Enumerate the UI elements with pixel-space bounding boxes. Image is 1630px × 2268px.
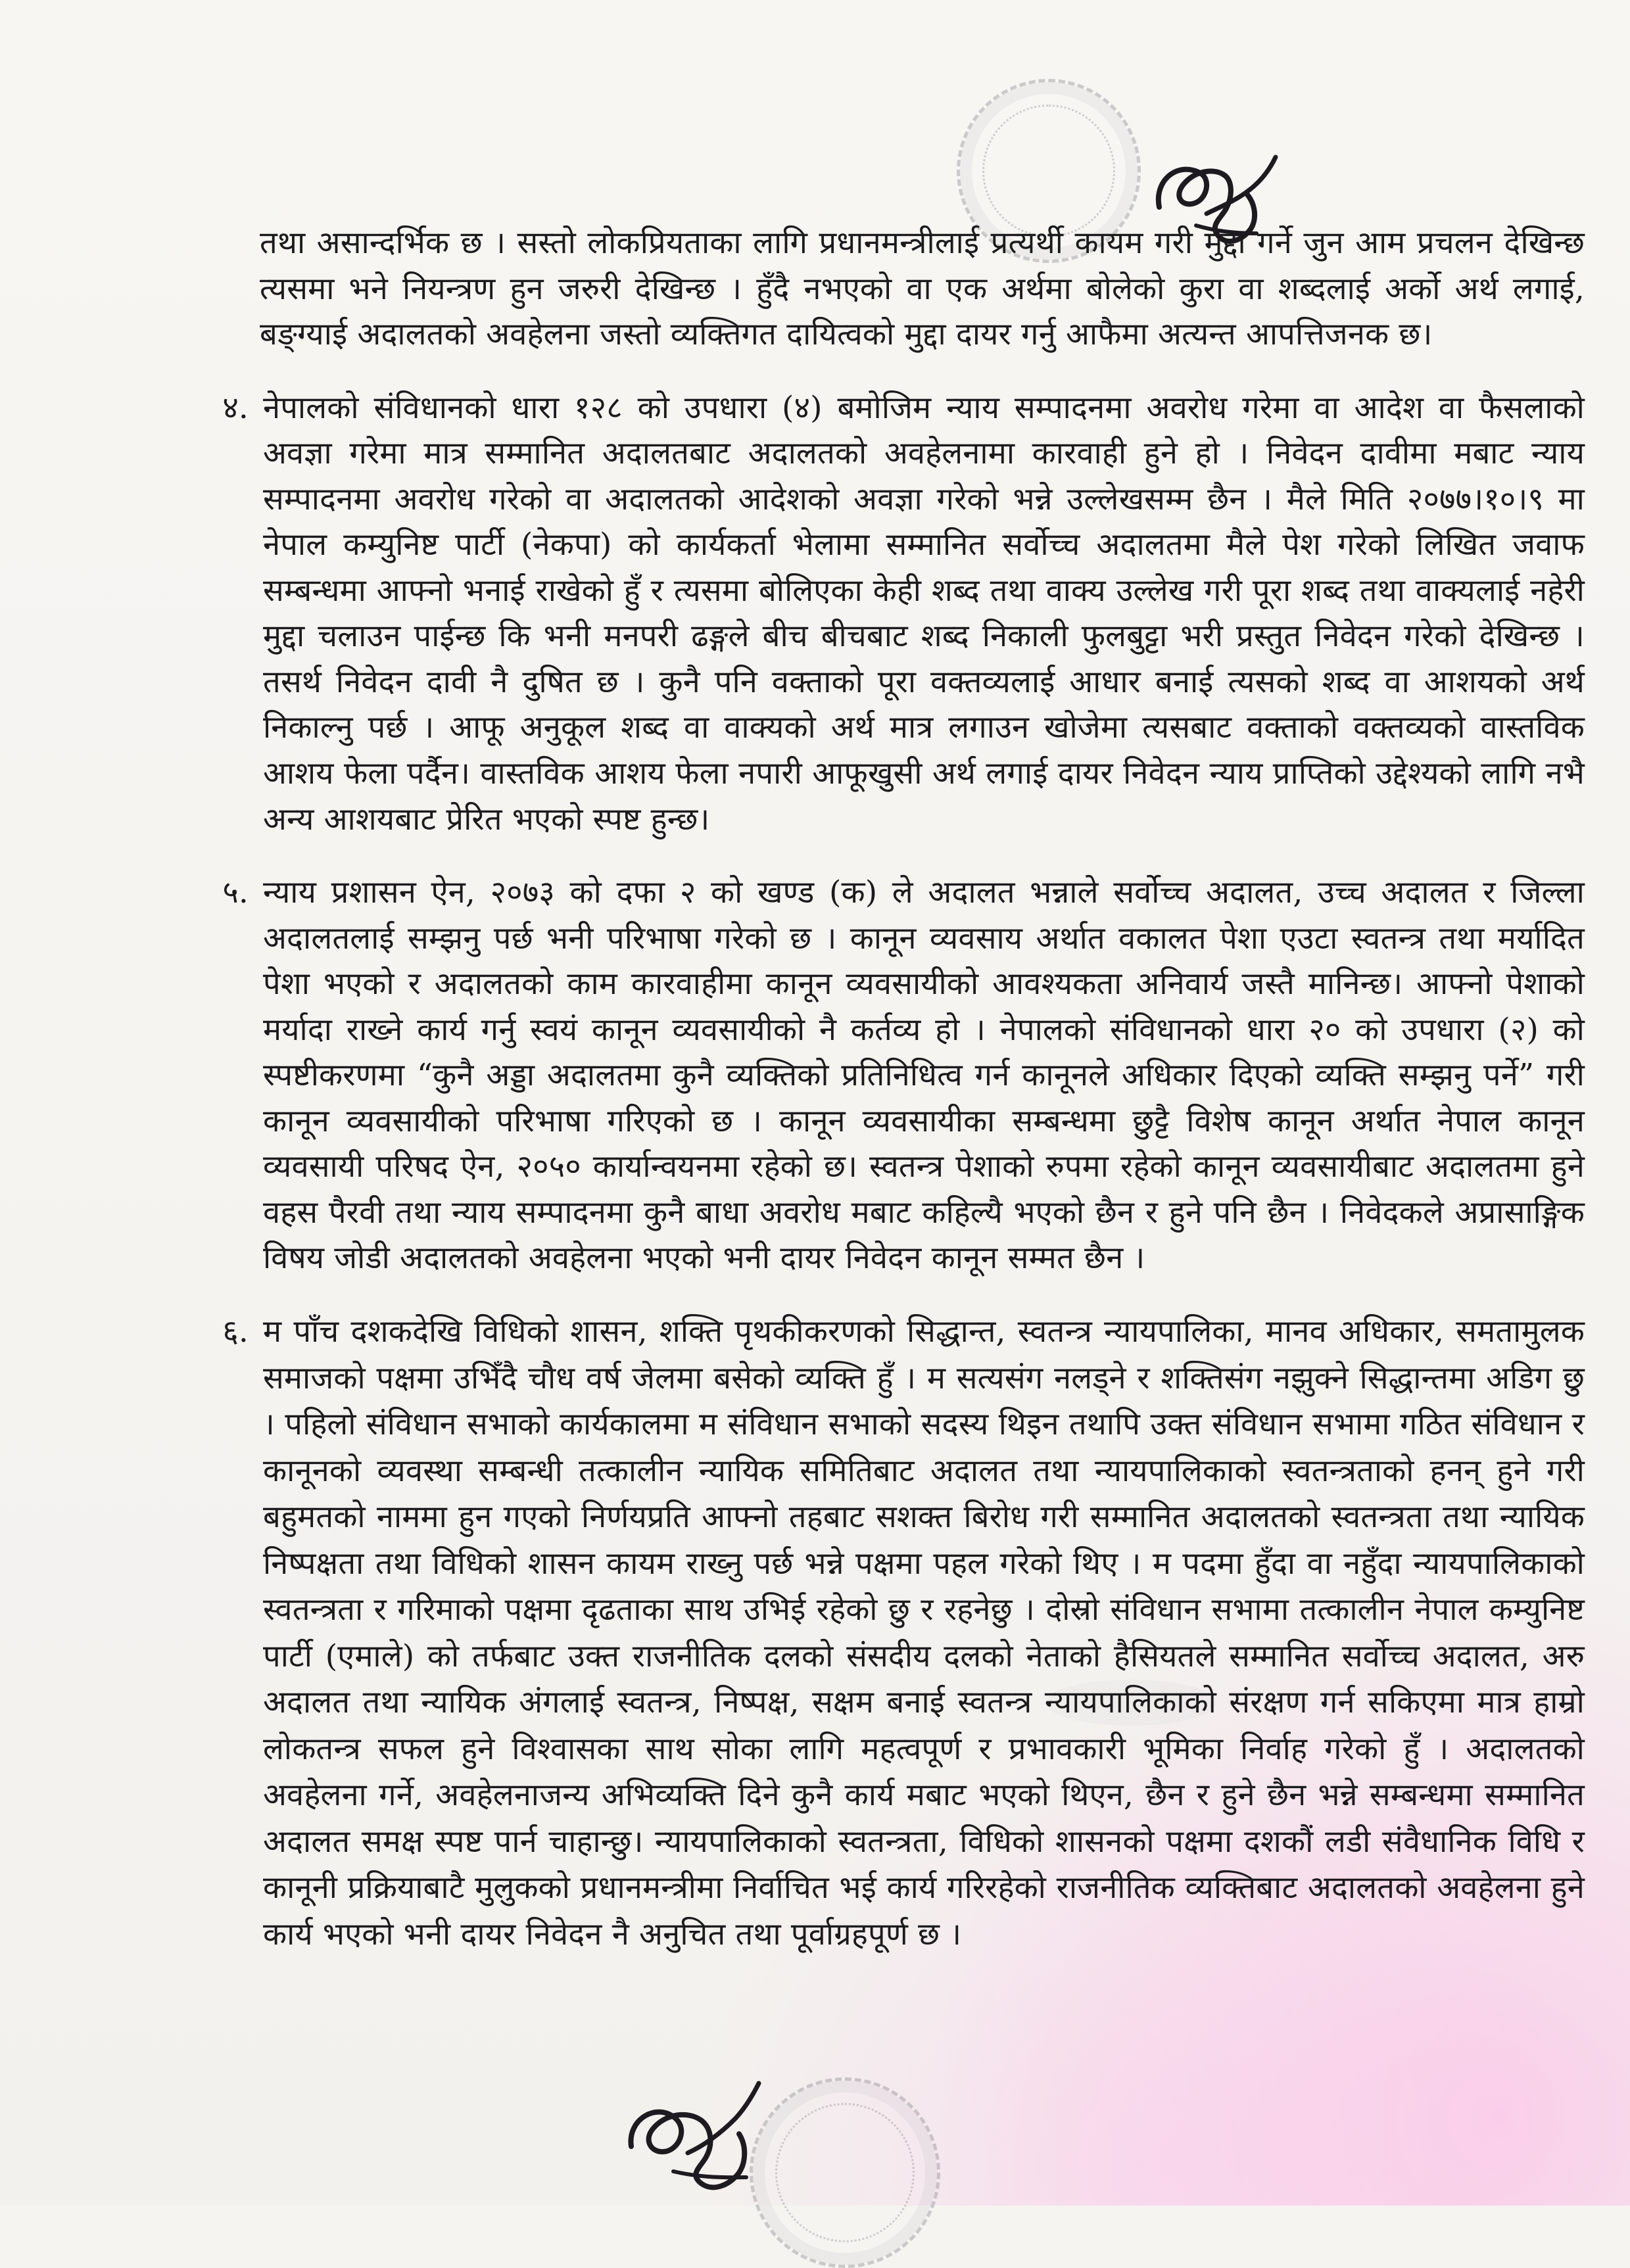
signature-bottom [611, 2067, 773, 2206]
point-4-text: नेपालको संविधानको धारा १२८ को उपधारा (४) बमोजिम न्याय सम्पादनमा अवरोध गरेमा वा आदेश वा फैसलाको अवज्ञा गरेमा मात्र सम्मानित अदालतबाट अदालतको अवहेलनामा कारवाही हुने हो । निवेदन दावीमा मबाट न्याय सम्पादनमा अवरोध गरेको वा अदालतको आदेशको अवज्ञा गरेको भन्ने उल्लेखसम्म छैन । मैले मिति २०७७।१०।९ मा नेपाल कम्युनिष्ट पार्टी (नेकपा) को कार्यकर्ता भेलामा सम्मानित सर्वोच्च अदालतमा मैले पेश गरेको लिखित जवाफ सम्बन्धमा आफ्नो भनाई राखेको हुँ र त्यसमा बोलिएका केही शब्द तथा वाक्य उल्लेख गरी पूरा शब्द तथा वाक्यलाई नहेरी मुद्दा चलाउन पाईन्छ कि भनी मनपरी ढङ्गले बीच बीचबाट शब्द निकाली फुलबुट्टा भरी प्रस्तुत निवेदन गरेको देखिन्छ । तसर्थ निवेदन दावी नै दुषित छ । कुनै पनि वक्ताको पूरा वक्तव्यलाई आधार बनाई त्यसको शब्द वा आशयको अर्थ निकाल्नु पर्छ । आफू अनुकूल शब्द वा वाक्यको अर्थ मात्र लगाउन खोजेमा त्यसबाट वक्ताको वक्तव्यको वास्तविक आशय फेला पर्दैन। वास्तविक आशय फेला नपारी आफूखुसी अर्थ लगाई दायर निवेदन न्याय प्राप्तिको उद्देश्यको लागि नभै अन्य आशयबाट प्रेरित भएको स्पष्ट हुन्छ। [263, 389, 1585, 838]
point-5 [217, 870, 1585, 1281]
point-5-number: ५. [222, 874, 249, 911]
point-6-number: ६. [222, 1313, 249, 1350]
point-6-text: म पाँच दशकदेखि विधिको शासन, शक्ति पृथकीकरणको सिद्धान्त, स्वतन्त्र न्यायपालिका, मानव अधिकार, समतामुलक समाजको पक्षमा उभिँदै चौध वर्ष जेलमा बसेको व्यक्ति हुँ । म सत्यसंग नलड्ने र शक्तिसंग नझुक्ने सिद्धान्तमा अडिग छु । पहिलो संविधान सभाको कार्यकालमा म संविधान सभाको सदस्य थिइन तथापि उक्त संविधान सभामा गठित संविधान र कानूनको व्यवस्था सम्बन्धी तत्कालीन न्यायिक समितिबाट अदालत तथा न्यायपालिकाको स्वतन्त्रताको हनन् हुने गरी बहुमतको नाममा हुन गएको निर्णयप्रति आफ्नो तहबाट सशक्त बिरोध गरी सम्मानित अदालतको स्वतन्त्रता तथा न्यायिक निष्पक्षता तथा विधिको शासन कायम राख्नु पर्छ भन्ने पक्षमा पहल गरेको थिए । म पदमा हुँदा वा नहुँदा न्यायपालिकाको स्वतन्त्रता र गरिमाको पक्षमा दृढताका साथ उभिई रहेको छु र रहनेछु । दोस्रो संविधान सभामा तत्कालीन नेपाल कम्युनिष्ट पार्टी (एमाले) को तर्फबाट उक्त राजनीतिक दलको संसदीय दलको नेताको हैसियतले सम्मानित सर्वोच्च अदालत, अरु अदालत तथा न्यायिक अंगलाई स्वतन्त्र, निष्पक्ष, सक्षम बनाई स्वतन्त्र न्यायपालिकाको संरक्षण गर्न सकिएमा मात्र हाम्रो लोकतन्त्र सफल हुने विश्वासका साथ सोका लागि महत्वपूर्ण र प्रभावकारी भूमिका निर्वाह गरेको हुँ । अदालतको अवहेलना गर्ने, अवहेलनाजन्य अभिव्यक्ति दिने कुनै कार्य मबाट भएको थिएन, छैन र हुने छैन भन्ने सम्बन्धमा सम्मानित अदालत समक्ष स्पष्ट पार्न चाहान्छु। न्यायपालिकाको स्वतन्त्रता, विधिको शासनको पक्षमा दशकौं लडी संवैधानिक विधि र कानूनी प्रक्रियाबाटै मुलुकको प्रधानमन्त्रीमा निर्वाचित भई कार्य गरिरहेको राजनीतिक व्यक्तिबाट अदालतको अवहेलना हुने कार्य भएको भनी दायर निवेदन नै अनुचित तथा पूर्वाग्रहपूर्ण छ । [263, 1313, 1585, 1952]
point-5-text: न्याय प्रशासन ऐन, २०७३ को दफा २ को खण्ड (क) ले अदालत भन्नाले सर्वोच्च अदालत, उच्च अदालत र जिल्ला अदालतलाई सम्झनु पर्छ भनी परिभाषा गरेको छ । कानून व्यवसाय अर्थात वकालत पेशा एउटा स्वतन्त्र तथा मर्यादित पेशा भएको र अदालतको काम कारवाहीमा कानून व्यवसायीको आवश्यकता अनिवार्य जस्तै मानिन्छ। आफ्नो पेशाको मर्यादा राख्ने कार्य गर्नु स्वयं कानून व्यवसायीको नै कर्तव्य हो । नेपालको संविधानको धारा २० को उपधारा (२) को स्पष्टीकरणमा “कुनै अड्डा अदालतमा कुनै व्यक्तिको प्रतिनिधित्व गर्न कानूनले अधिकार दिएको व्यक्ति सम्झनु पर्ने” गरी कानून व्यवसायीको परिभाषा गरिएको छ । कानून व्यवसायीका सम्बन्धमा छुट्टै विशेष कानून अर्थात नेपाल कानून व्यवसायी परिषद ऐन, २०५० कार्यान्वयनमा रहेको छ। स्वतन्त्र पेशाको रुपमा रहेको कानून व्यवसायीबाट अदालतमा हुने वहस पैरवी तथा न्याय सम्पादनमा कुनै बाधा अवरोध मबाट कहिल्यै भएको छैन र हुने पनि छैन । निवेदकले अप्रासाङ्गिक विषय जोडी अदालतको अवहेलना भएको भनी दायर निवेदन कानून सम्मत छैन । [263, 874, 1585, 1277]
point-4 [217, 385, 1585, 842]
point-4-number: ४. [222, 389, 249, 426]
point-6 [217, 1309, 1585, 1958]
official-seal-bottom [750, 2077, 940, 2268]
intro-paragraph: तथा असान्दर्भिक छ । सस्तो लोकप्रियताका लागि प्रधानमन्त्रीलाई प्रत्यर्थी कायम गरी मुद्दा गर्ने जुन आम प्रचलन देखिन्छ त्यसमा भने नियन्त्रण हुन जरुरी देखिन्छ । हुँदै नभएको वा एक अर्थमा बोलेको कुरा वा शब्दलाई अर्को अर्थ लगाई, बङ्ग्याई अदालतको अवहेलना जस्तो व्यक्तिगत दायित्वको मुद्दा दायर गर्नु आफैमा अत्यन्त आपत्तिजनक छ। [260, 225, 1585, 353]
document-content [217, 220, 1585, 1985]
